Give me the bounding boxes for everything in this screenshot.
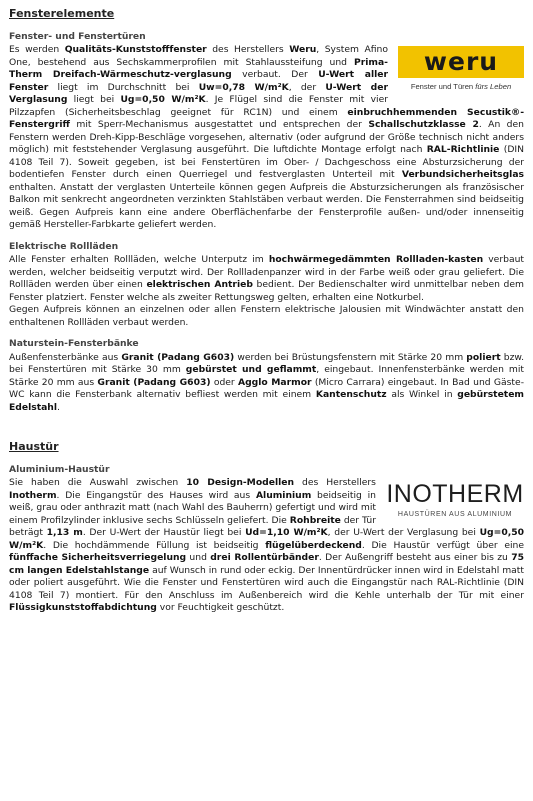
fensterbaenke-section (9, 338, 524, 414)
fenster-section (9, 31, 524, 232)
section-title-fensterelemente: Fensterelemente (9, 7, 115, 20)
fenster-heading: Fenster- und Fenstertüren (9, 30, 146, 42)
weru-logo-wordmark: weru (398, 46, 524, 78)
rolllaeden-paragraph-2: Gegen Aufpreis können an einzelnen oder allen Fenstern elektrische Jalousien mit Windwächter anstatt den enthaltenen Rollläden verbaut werden. (9, 304, 524, 328)
haustuer-paragraph: Sie haben die Auswahl zwischen 10 Design-Modellen des Herstellers Inotherm. Die Eingangstür des Hauses wird aus Aluminium beidseitig in weiß, grau oder anthrazit matt (nach Wahl des Bauherrn) gefertigt und wird mit einem Profilzylinder inklusive sechs Schlüsseln geliefert. Die Rohbreite der Tür beträgt 1,13 m. Der U-Wert der Haustür liegt bei Ud=1,10 W/m²K, der U-Wert der Verglasung bei Ug=0,50 W/m²K. Die hochdämmende Füllung ist beidseitig flügelüberdeckend. Die Haustür verfügt über eine fünffache Sicherheitsverriegelung und drei Rollentürbänder. Der Außengriff besteht aus einer bis zu 75 cm langen Edelstahlstange auf Wunsch in rund oder eckig. Der Innentürdrücker innen wird in Edelstahl matt oder poliert ausgeführt. Wie die Fenster und Fenstertüren wird auch die Eingangstür nach RAL-Richtlinie (DIN 4108 Teil 7) montiert. Für den Anschluss im Außenbereich wird die Kehle unterhalb der Tür mit einer Flüssigkunststoffabdichtung vor Feuchtigkeit geschützt. (9, 477, 524, 613)
fenster-paragraph: Es werden Qualitäts-Kunststofffenster des Herstellers Weru, System Afino One, bestehend aus Sechskammerprofilen mit Stahlaussteifung und Prima-Therm Dreifach-Wärmeschutz-verglasung verbaut. Der U-Wert aller Fenster liegt im Durchschnitt bei Uw=0,78 W/m²K, der U-Wert der Verglasung liegt bei Ug=0,50 W/m²K. Je Flügel sind die Fenster mit vier Pilzzapfen (Sicherheitsbeschlag geeignet für RC1N) und einem einbruchhemmenden Secustik®-Fenstergriff mit Sperr-Mechanismus ausgestattet und entsprechen der Schallschutzklasse 2. An den Fenstern werden Dreh-Kipp-Beschläge vorgesehen, alternativ (oder aufgrund der Größe technisch nicht anders möglich) mit feststehender Verglasung ausgeführt. Die luftdichte Montage erfolgt nach RAL-Richtlinie (DIN 4108 Teil 7). Soweit gegeben, ist bei Fenstertüren im Ober- / Dachgeschoss eine Absturzsicherung der bodentiefen Fenster durch einen Querriegel und festverglasten Unterteil mit Verbundsicherheitsglas enthalten. Anstatt der verglasten Unterteile können gegen Aufpreis die Absturzsicherungen als französischer Balkon mit senkrecht angeordneten verzinkten Stahlstäben verbaut werden. Die Fensterrahmen sind beidseitig weiß. Gegen Aufpreis kann eine andere Oberflächenfarbe der Fensterprofile außen- und/oder innenseitig gemäß Hersteller-Farbkarte geliefert werden. (9, 44, 525, 230)
haustuer-section (9, 464, 524, 615)
rolllaeden-section (9, 241, 524, 330)
fensterbaenke-heading: Naturstein-Fensterbänke (9, 338, 139, 349)
rolllaeden-paragraph: Alle Fenster erhalten Rollläden, welche Unterputz im hochwärmegedämmten Rollladen-kasten verbaut werden, welcher beidseitig verputzt wird. Der Rollladenpanzer wird in der Farbe weiß oder grau geliefert. Die Rollläden werden über einen elektrischen Antrieb bedient. Der Bedienschalter wird unmittelbar neben dem Fenster platziert. Fenster welche als zweiter Rettungsweg gelten, erhalten eine Notkurbel. (9, 254, 524, 303)
fensterbaenke-paragraph: Außenfensterbänke aus Granit (Padang G603) werden bei Brüstungsfenstern mit Stärke 20 mm poliert bzw. bei Fenstertüren mit Stärke 30 mm gebürstet und geflammt, eingebaut. Innenfensterbänke werden mit Stärke 20 mm aus Granit (Padang G603) oder Agglo Marmor (Micro Carrara) eingebaut. In Bad und Gäste-WC kann die Fensterbank alternativ befliest werden mit einem Kantenschutz als Winkel in gebürstetem Edelstahl. (9, 351, 525, 413)
inotherm-logo-wordmark: INOTHERM (386, 480, 524, 508)
section-title-haustuer: Haustür (9, 440, 59, 453)
haustuer-heading: Aluminium-Haustür (9, 463, 110, 475)
weru-logo (398, 46, 524, 94)
inotherm-logo-tagline: HAUSTÜREN AUS ALUMINIUM (397, 511, 513, 518)
weru-logo-tagline: Fenster und Türen fürs Leben (410, 82, 512, 91)
inotherm-logo (386, 479, 524, 522)
rolllaeden-heading: Elektrische Rollläden (9, 240, 119, 252)
